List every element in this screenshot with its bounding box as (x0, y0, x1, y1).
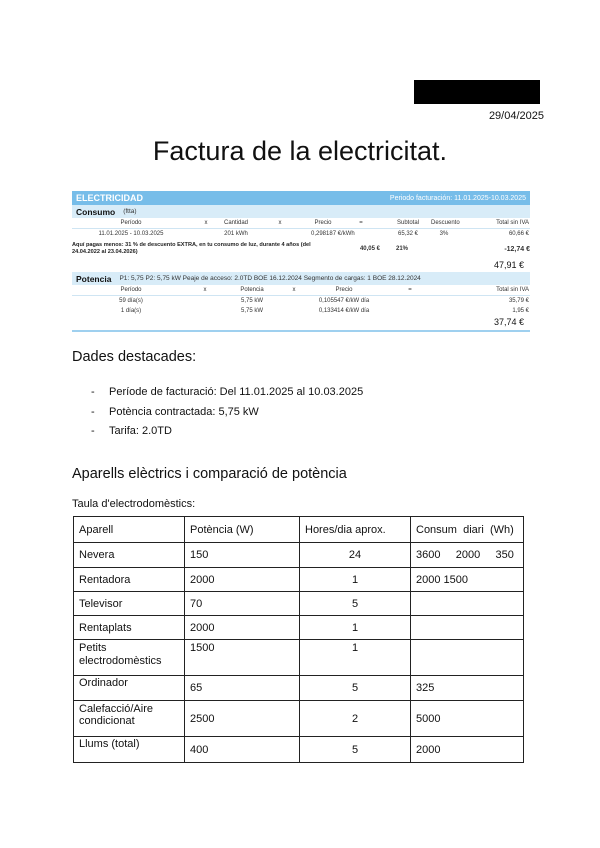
consumo-row (72, 229, 530, 239)
col-header: x (204, 220, 208, 226)
col-header: Período (120, 220, 142, 226)
cell: 5 (300, 592, 411, 616)
cell: 24 (300, 543, 411, 568)
cell: 59 día(s) (119, 298, 143, 304)
invoice-band-label: ELECTRICIDAD (76, 193, 143, 203)
potencia-column-headers (72, 285, 530, 296)
table-row (74, 640, 524, 676)
cell: 2000 (185, 568, 300, 592)
col-header: Período (120, 287, 142, 293)
aparells-heading: Aparells elèctrics i comparació de potència (72, 466, 347, 482)
appliances-table (73, 516, 524, 763)
col-header: Potència (W) (185, 517, 300, 543)
cell: 3% (439, 231, 449, 237)
cell: Televisor (74, 592, 185, 616)
document-title: Factura de la electricitat. (152, 136, 448, 166)
cell: 1 (300, 616, 411, 640)
table-row (74, 592, 524, 616)
discount-text: Aquí pagas menos: 31 % de descuento EXTRA, en tu consumo de luz, durante 4 años (del 24.04.2022 al 23.04.2026) (72, 242, 311, 255)
consumo-total: 47,91 € (493, 260, 524, 270)
col-header: Precio (314, 220, 332, 226)
cell: 3600 2000 350 (411, 543, 524, 568)
table-row (74, 543, 524, 568)
cell: 60,66 € (508, 231, 529, 237)
table-row (74, 676, 524, 701)
cell: 65,32 € (397, 231, 419, 237)
cell: Calefacció/Aire condicionat (74, 701, 185, 737)
consumo-column-headers (72, 218, 530, 229)
cell: 5 (300, 737, 411, 763)
consumo-header (72, 205, 530, 218)
cell: Rentadora (74, 568, 185, 592)
cell: 1 día(s) (120, 308, 142, 314)
cell: 325 (411, 676, 524, 701)
dades-item: - Potència contractada: 5,75 kW (91, 406, 363, 426)
consumo-label: Consumo (76, 206, 116, 217)
potencia-row (72, 296, 530, 306)
col-header: = (408, 287, 412, 293)
invoice-period: Periodo facturación: 11.01.2025-10.03.2025 (389, 194, 526, 202)
cell: 65 (185, 676, 300, 701)
col-header: Descuento (431, 220, 460, 226)
cell: Ordinador (74, 676, 185, 701)
discount-subtotal: 40,05 € (359, 246, 380, 252)
cell (411, 616, 524, 640)
cell: 201 kWh (224, 231, 248, 237)
table-row (74, 616, 524, 640)
cell: 2 (300, 701, 411, 737)
cell: 400 (185, 737, 300, 763)
cell: 1,95 € (512, 308, 529, 314)
table-row (74, 701, 524, 737)
cell: Petits electrodomèstics (74, 640, 185, 676)
cell: 2500 (185, 701, 300, 737)
col-header: x (203, 287, 207, 293)
cell: Rentaplats (74, 616, 185, 640)
potencia-note: P1: 5,75 P2: 5,75 kW Peaje de acceso: 2.0TD BOE 16.12.2024 Segmento de cargas: 1 BOE 28.12.2024 (119, 275, 421, 282)
dades-item: - Tarifa: 2.0TD (91, 425, 363, 445)
cell: 0,105547 €/kW día (318, 298, 370, 304)
cell: 1 (300, 568, 411, 592)
col-header: x (278, 220, 282, 226)
potencia-total: 37,74 € (72, 316, 530, 332)
cell (411, 640, 524, 676)
cell: 2000 (411, 737, 524, 763)
col-header: = (359, 220, 363, 226)
dades-list (91, 386, 363, 445)
cell: 5,75 kW (240, 308, 263, 314)
cell: Nevera (74, 543, 185, 568)
col-header: Cantidad (223, 220, 249, 226)
cell: 0,133414 €/kW día (318, 308, 370, 314)
potencia-header (72, 272, 530, 285)
col-header: x (292, 287, 296, 293)
col-header: Hores/dia aprox. (300, 517, 411, 543)
cell: 11.01.2025 - 10.03.2025 (98, 231, 164, 237)
redacted-block (414, 80, 540, 104)
cell: 2000 1500 (411, 568, 524, 592)
cell: 70 (185, 592, 300, 616)
cell: 0,298187 €/kWh (311, 231, 355, 237)
table-header-row (74, 517, 524, 543)
dades-heading: Dades destacades: (72, 349, 197, 365)
col-header: Total sin IVA (496, 220, 529, 226)
potencia-row (72, 306, 530, 316)
invoice-band (72, 191, 530, 205)
cell (411, 592, 524, 616)
discount-pct: 21% (395, 246, 408, 252)
potencia-label: Potencia (76, 273, 112, 284)
invoice-panel (72, 191, 530, 332)
cell: 5000 (411, 701, 524, 737)
cell: 150 (185, 543, 300, 568)
cell: 2000 (185, 616, 300, 640)
cell: 35,79 € (508, 298, 529, 304)
col-header: Aparell (74, 517, 185, 543)
cell: 5,75 kW (240, 298, 263, 304)
cell: 1 (300, 640, 411, 676)
col-header: Potencia (240, 287, 264, 293)
dades-item: - Període de facturació: Del 11.01.2025 al 10.03.2025 (91, 386, 363, 406)
col-header: Subtotal (396, 220, 420, 226)
table-row (74, 737, 524, 763)
col-header: Total sin IVA (496, 287, 529, 293)
cell: 5 (300, 676, 411, 701)
consumo-note: (ftta) (123, 208, 137, 215)
table-caption: Taula d'electrodomèstics: (72, 498, 196, 510)
discount-row (72, 239, 530, 259)
col-header: Consum diari (Wh) (411, 517, 524, 543)
cell: 1500 (185, 640, 300, 676)
col-header: Precio (335, 287, 353, 293)
table-row (74, 568, 524, 592)
cell: Llums (total) (74, 737, 185, 763)
discount-total: -12,74 € (504, 245, 530, 253)
document-date: 29/04/2025 (488, 110, 544, 122)
